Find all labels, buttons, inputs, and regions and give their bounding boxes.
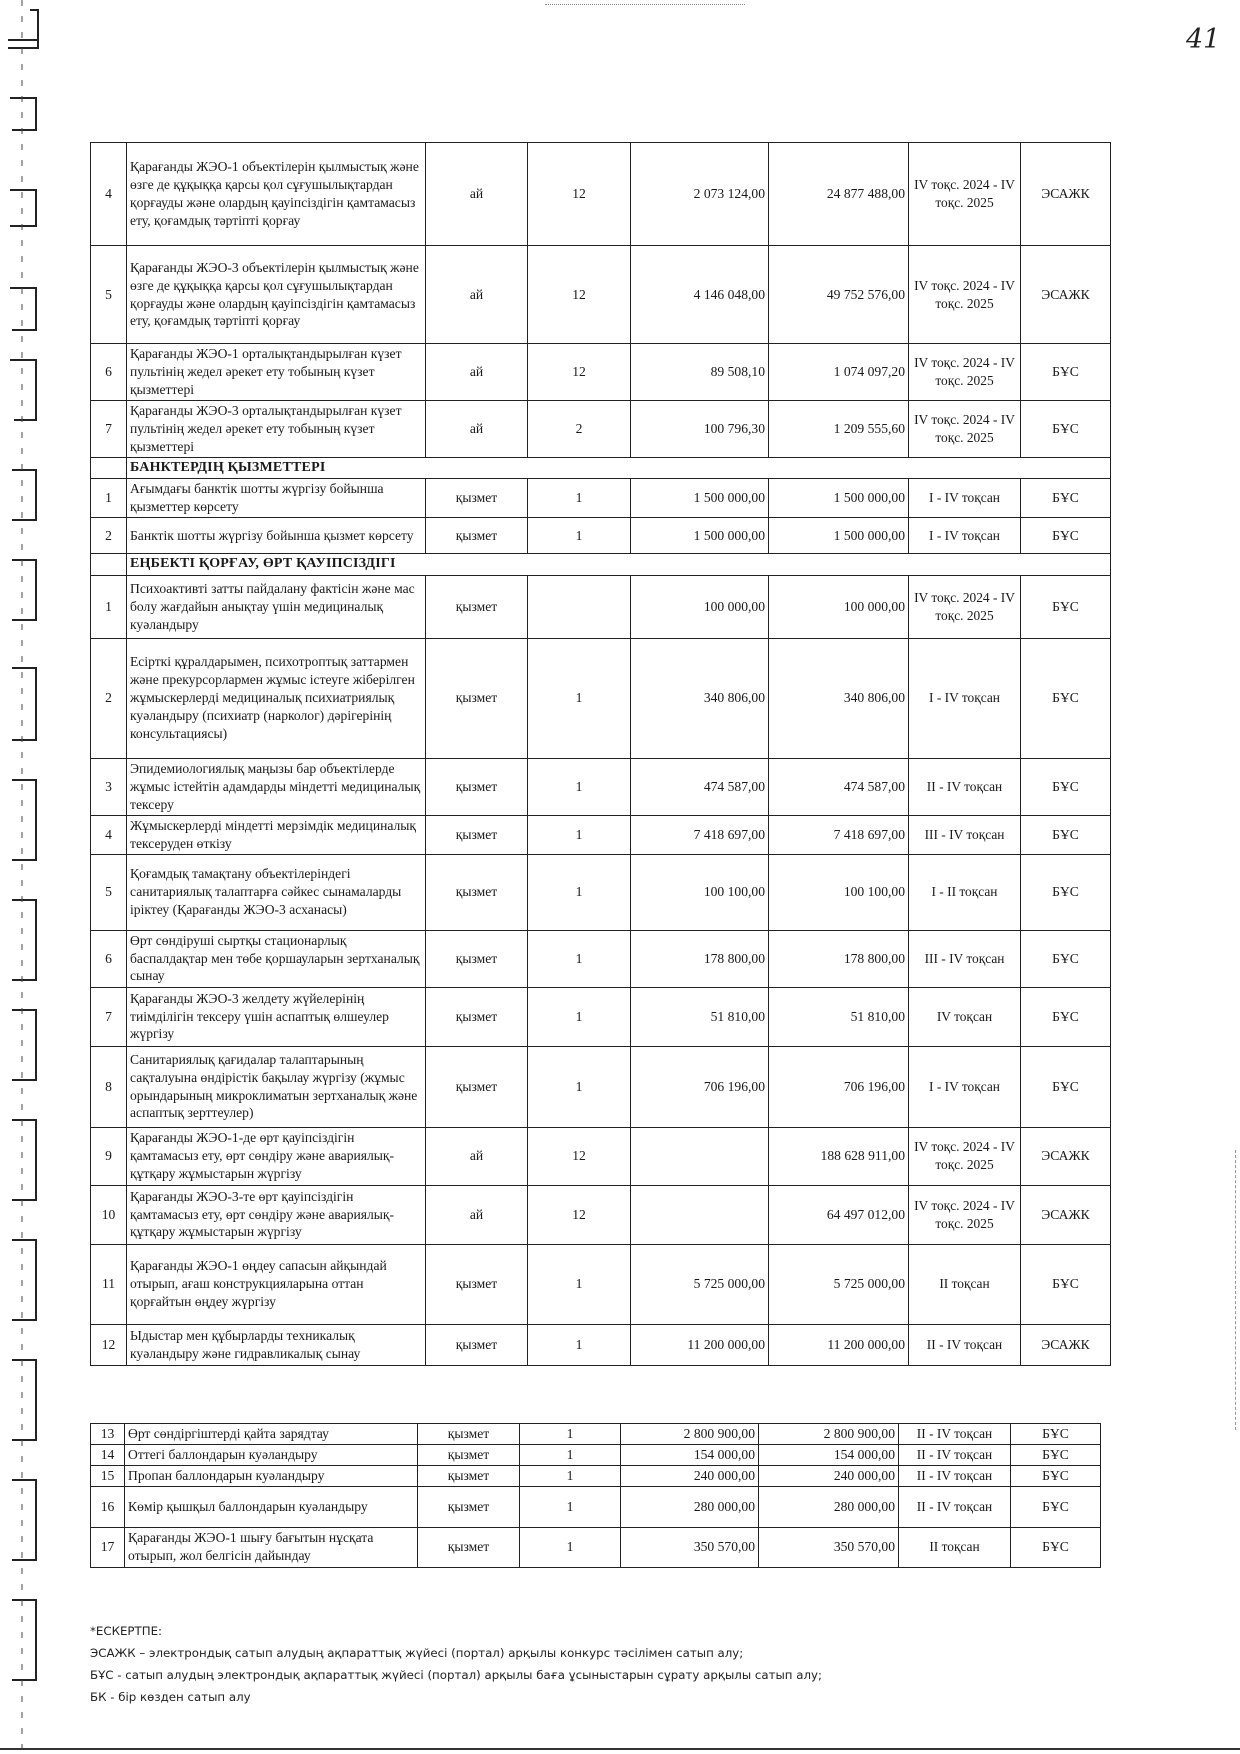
unit-price-cell [631, 1185, 769, 1244]
section-spacer-cell [91, 457, 127, 478]
row-number-cell: 4 [91, 143, 127, 246]
service-name-cell: Көмір қышқыл баллондарын куәландыру [125, 1486, 418, 1527]
procurement-method-cell: БҰС [1011, 1486, 1101, 1527]
row-number-cell: 10 [91, 1185, 127, 1244]
total-amount-cell: 340 806,00 [769, 638, 909, 758]
unit-price-cell: 340 806,00 [631, 638, 769, 758]
period-cell: II - IV тоқсан [899, 1465, 1011, 1486]
total-amount-cell: 100 000,00 [769, 575, 909, 638]
quantity-cell: 1 [528, 815, 631, 854]
unit-price-cell: 7 418 697,00 [631, 815, 769, 854]
table-row [91, 1127, 1111, 1185]
row-number-cell: 9 [91, 1127, 127, 1185]
quantity-cell: 12 [528, 1127, 631, 1185]
quantity-cell: 1 [528, 518, 631, 554]
period-cell: II - IV тоқсан [899, 1444, 1011, 1465]
procurement-method-cell: ЭСАЖК [1021, 246, 1111, 344]
service-name-cell: Өрт сөндіруші сыртқы стационарлық баспалдақтар мен төбе қоршауларын зертханалық сынау [127, 930, 426, 987]
table-row [91, 246, 1111, 344]
table-row [91, 143, 1111, 246]
service-name-cell: Ыдыстар мен құбырларды техникалық куәландыру және гидравликалық сынау [127, 1324, 426, 1365]
service-name-cell: Қарағанды ЖЭО-3 объектілерін қылмыстық және өзге де құқыққа қарсы қол сұғушылықтардан қорғауды және олардың қауіпсіздігін қамтамасыз ету, қоғамдық тәртіпті қорғау [127, 246, 426, 344]
period-cell: I - IV тоқсан [909, 518, 1021, 554]
unit-cell: қызмет [426, 638, 528, 758]
table-row [91, 1527, 1101, 1567]
total-amount-cell: 188 628 911,00 [769, 1127, 909, 1185]
procurement-method-cell: БҰС [1021, 344, 1111, 401]
unit-price-cell: 4 146 048,00 [631, 246, 769, 344]
unit-cell: қызмет [426, 479, 528, 518]
quantity-cell: 1 [528, 930, 631, 987]
unit-cell: қызмет [418, 1444, 520, 1465]
total-amount-cell: 100 100,00 [769, 854, 909, 930]
unit-cell: қызмет [426, 575, 528, 638]
procurement-method-cell: БҰС [1021, 638, 1111, 758]
total-amount-cell: 1 500 000,00 [769, 479, 909, 518]
unit-cell: ай [426, 400, 528, 457]
period-cell: II - IV тоқсан [899, 1486, 1011, 1527]
quantity-cell: 1 [520, 1527, 621, 1567]
unit-cell: қызмет [426, 758, 528, 815]
notes-line-bk: БК - бір көзден сатып алу [90, 1690, 251, 1704]
total-amount-cell: 64 497 012,00 [769, 1185, 909, 1244]
unit-price-cell: 89 508,10 [631, 344, 769, 401]
service-name-cell: Оттегі баллондарын куәландыру [125, 1444, 418, 1465]
unit-price-cell: 51 810,00 [631, 987, 769, 1046]
unit-cell: қызмет [426, 1244, 528, 1324]
unit-cell: ай [426, 344, 528, 401]
row-number-cell: 5 [91, 854, 127, 930]
unit-price-cell: 350 570,00 [621, 1527, 759, 1567]
period-cell: III - IV тоқсан [909, 815, 1021, 854]
service-name-cell: Қарағанды ЖЭО-1 орталықтандырылған күзет пультінің жедел әрекет ету тобының күзет қызметтері [127, 344, 426, 401]
table-row [91, 930, 1111, 987]
row-number-cell: 14 [91, 1444, 125, 1465]
total-amount-cell: 474 587,00 [769, 758, 909, 815]
period-cell: IV тоқс. 2024 - IV тоқс. 2025 [909, 246, 1021, 344]
unit-price-cell: 11 200 000,00 [631, 1324, 769, 1365]
row-number-cell: 3 [91, 758, 127, 815]
procurement-method-cell: ЭСАЖК [1021, 1185, 1111, 1244]
procurement-method-cell: БҰС [1021, 854, 1111, 930]
procurement-method-cell: ЭСАЖК [1021, 1324, 1111, 1365]
row-number-cell: 2 [91, 638, 127, 758]
bottom-border [0, 1748, 1240, 1750]
procurement-method-cell: БҰС [1021, 930, 1111, 987]
total-amount-cell: 2 800 900,00 [759, 1424, 899, 1445]
quantity-cell: 12 [528, 1185, 631, 1244]
table-row [91, 1324, 1111, 1365]
table-row [91, 758, 1111, 815]
row-number-cell: 13 [91, 1424, 125, 1445]
table-row [91, 1424, 1101, 1445]
row-number-cell: 1 [91, 479, 127, 518]
unit-price-cell: 706 196,00 [631, 1046, 769, 1127]
row-number-cell: 8 [91, 1046, 127, 1127]
procurement-method-cell: БҰС [1021, 518, 1111, 554]
period-cell: II тоқсан [899, 1527, 1011, 1567]
row-number-cell: 5 [91, 246, 127, 344]
row-number-cell: 12 [91, 1324, 127, 1365]
section-header-banks [91, 457, 1111, 478]
unit-cell: қызмет [418, 1424, 520, 1445]
unit-price-cell: 100 796,30 [631, 400, 769, 457]
period-cell: IV тоқс. 2024 - IV тоқс. 2025 [909, 344, 1021, 401]
service-name-cell: Эпидемиологиялық маңызы бар объектілерде жұмыс істейтін адамдарды міндетті медициналық тексеру [127, 758, 426, 815]
procurement-method-cell: БҰС [1021, 987, 1111, 1046]
total-amount-cell: 1 209 555,60 [769, 400, 909, 457]
service-name-cell: Қарағанды ЖЭО-3-те өрт қауіпсіздігін қамтамасыз ету, өрт сөндіру және авариялық-құтқару жұмыстарын жүргізу [127, 1185, 426, 1244]
quantity-cell: 12 [528, 246, 631, 344]
service-name-cell: Есірткі құралдарымен, психотроптық заттармен және прекурсорлармен жұмыс істеуге жіберілген жұмыскерлерді медициналық психиатриялық куәландыру (психиатр (нарколог) дәрігерінің консультациясы) [127, 638, 426, 758]
row-number-cell: 16 [91, 1486, 125, 1527]
total-amount-cell: 706 196,00 [769, 1046, 909, 1127]
unit-price-cell: 2 800 900,00 [621, 1424, 759, 1445]
unit-price-cell: 474 587,00 [631, 758, 769, 815]
service-name-cell: Қарағанды ЖЭО-1 өңдеу сапасын айқындай отырып, ағаш конструкцияларына оттан қорғайтын өңдеу жүргізу [127, 1244, 426, 1324]
table-row [91, 575, 1111, 638]
quantity-cell: 1 [528, 479, 631, 518]
period-cell: IV тоқс. 2024 - IV тоқс. 2025 [909, 400, 1021, 457]
procurement-table [90, 142, 1111, 1366]
table-row [91, 1486, 1101, 1527]
table-row [91, 638, 1111, 758]
notes-line-bus: БҰС - сатып алудың электрондық ақпараттық жүйесі (портал) арқылы баға ұсыныстарын сұрату арқылы сатып алу; [90, 1668, 822, 1682]
unit-cell: қызмет [426, 518, 528, 554]
table-row [91, 1185, 1111, 1244]
service-name-cell: Қарағанды ЖЭО-1 объектілерін қылмыстық және өзге де құқыққа қарсы қол сұғушылықтардан қорғауды және олардың қауіпсіздігін қамтамасыз ету, қоғамдық тәртіпті қорғау [127, 143, 426, 246]
procurement-method-cell: БҰС [1011, 1424, 1101, 1445]
procurement-method-cell: БҰС [1021, 758, 1111, 815]
table-row [91, 815, 1111, 854]
total-amount-cell: 1 500 000,00 [769, 518, 909, 554]
unit-cell: қызмет [426, 930, 528, 987]
section-header-safety [91, 554, 1111, 575]
period-cell: IV тоқс. 2024 - IV тоқс. 2025 [909, 1185, 1021, 1244]
service-name-cell: Пропан баллондарын куәландыру [125, 1465, 418, 1486]
notes-line-esazhk: ЭСАЖК – электрондық сатып алудың ақпараттық жүйесі (портал) арқылы конкурс тәсілімен сатып алу; [90, 1646, 744, 1660]
period-cell: IV тоқс. 2024 - IV тоқс. 2025 [909, 143, 1021, 246]
unit-cell: ай [426, 1127, 528, 1185]
procurement-table-continued [90, 1423, 1101, 1568]
quantity-cell: 1 [528, 1244, 631, 1324]
unit-price-cell: 100 100,00 [631, 854, 769, 930]
period-cell: II - IV тоқсан [899, 1424, 1011, 1445]
period-cell: I - IV тоқсан [909, 638, 1021, 758]
service-name-cell: Өрт сөндіргіштерді қайта зарядтау [125, 1424, 418, 1445]
service-name-cell: Психоактивті затты пайдалану фактісін және мас болу жағдайын анықтау үшін медициналық куәландыру [127, 575, 426, 638]
total-amount-cell: 11 200 000,00 [769, 1324, 909, 1365]
table-row [91, 400, 1111, 457]
quantity-cell [528, 575, 631, 638]
unit-cell: қызмет [426, 854, 528, 930]
procurement-method-cell: БҰС [1011, 1444, 1101, 1465]
row-number-cell: 17 [91, 1527, 125, 1567]
row-number-cell: 4 [91, 815, 127, 854]
notes-block [90, 1620, 822, 1708]
unit-cell: қызмет [418, 1465, 520, 1486]
period-cell: I - IV тоқсан [909, 479, 1021, 518]
service-name-cell: Ағымдағы банктік шотты жүргізу бойынша қызметтер көрсету [127, 479, 426, 518]
notes-title: *ЕСКЕРТПЕ: [90, 1624, 163, 1638]
period-cell: II - IV тоқсан [909, 1324, 1021, 1365]
procurement-method-cell: БҰС [1021, 1046, 1111, 1127]
unit-cell: қызмет [426, 1046, 528, 1127]
quantity-cell: 1 [520, 1424, 621, 1445]
total-amount-cell: 7 418 697,00 [769, 815, 909, 854]
unit-price-cell: 2 073 124,00 [631, 143, 769, 246]
page-number: 41 [1186, 24, 1221, 55]
service-name-cell: Қарағанды ЖЭО-1-де өрт қауіпсіздігін қамтамасыз ету, өрт сөндіру және авариялық-құтқару жұмыстарын жүргізу [127, 1127, 426, 1185]
period-cell: II - IV тоқсан [909, 758, 1021, 815]
unit-cell: ай [426, 1185, 528, 1244]
unit-price-cell: 1 500 000,00 [631, 479, 769, 518]
section-title: ЕҢБЕКТІ ҚОРҒАУ, ӨРТ ҚАУІПСІЗДІГІ [127, 554, 1111, 575]
scan-edge-line [1235, 1150, 1236, 1430]
table-row [91, 987, 1111, 1046]
period-cell: II тоқсан [909, 1244, 1021, 1324]
quantity-cell: 1 [520, 1486, 621, 1527]
quantity-cell: 1 [520, 1444, 621, 1465]
unit-cell: ай [426, 143, 528, 246]
unit-cell: қызмет [426, 1324, 528, 1365]
service-name-cell: Қоғамдық тамақтану объектілеріндегі санитариялық талаптарға сәйкес сынамаларды іріктеу (Қарағанды ЖЭО-3 асханасы) [127, 854, 426, 930]
procurement-method-cell: БҰС [1021, 575, 1111, 638]
unit-cell: қызмет [418, 1527, 520, 1567]
quantity-cell: 1 [528, 854, 631, 930]
binding-margin [0, 0, 48, 1754]
service-name-cell: Қарағанды ЖЭО-1 шығу бағытын нұсқата отырып, жол белгісін дайындау [125, 1527, 418, 1567]
period-cell: IV тоқсан [909, 987, 1021, 1046]
unit-cell: қызмет [426, 987, 528, 1046]
quantity-cell: 12 [528, 143, 631, 246]
total-amount-cell: 240 000,00 [759, 1465, 899, 1486]
total-amount-cell: 1 074 097,20 [769, 344, 909, 401]
unit-price-cell: 154 000,00 [621, 1444, 759, 1465]
quantity-cell: 1 [528, 1324, 631, 1365]
unit-cell: ай [426, 246, 528, 344]
row-number-cell: 11 [91, 1244, 127, 1324]
service-name-cell: Жұмыскерлерді міндетті мерзімдік медициналық тексеруден өткізу [127, 815, 426, 854]
total-amount-cell: 49 752 576,00 [769, 246, 909, 344]
unit-cell: қызмет [426, 815, 528, 854]
procurement-method-cell: БҰС [1021, 400, 1111, 457]
row-number-cell: 7 [91, 987, 127, 1046]
row-number-cell: 6 [91, 930, 127, 987]
period-cell: III - IV тоқсан [909, 930, 1021, 987]
total-amount-cell: 5 725 000,00 [769, 1244, 909, 1324]
total-amount-cell: 178 800,00 [769, 930, 909, 987]
row-number-cell: 6 [91, 344, 127, 401]
quantity-cell: 1 [528, 638, 631, 758]
procurement-method-cell: БҰС [1011, 1527, 1101, 1567]
section-spacer-cell [91, 554, 127, 575]
unit-price-cell: 100 000,00 [631, 575, 769, 638]
service-name-cell: Банктік шотты жүргізу бойынша қызмет көрсету [127, 518, 426, 554]
quantity-cell: 1 [528, 758, 631, 815]
unit-price-cell: 178 800,00 [631, 930, 769, 987]
service-name-cell: Санитариялық қағидалар талаптарының сақталуына өндірістік бақылау жүргізу (жұмыс орындарының микроклиматын зертханалық және аспаптық зерттеулер) [127, 1046, 426, 1127]
quantity-cell: 2 [528, 400, 631, 457]
table-row [91, 1444, 1101, 1465]
quantity-cell: 1 [528, 987, 631, 1046]
period-cell: IV тоқс. 2024 - IV тоқс. 2025 [909, 1127, 1021, 1185]
unit-price-cell: 5 725 000,00 [631, 1244, 769, 1324]
row-number-cell: 1 [91, 575, 127, 638]
period-cell: I - II тоқсан [909, 854, 1021, 930]
total-amount-cell: 350 570,00 [759, 1527, 899, 1567]
unit-price-cell: 1 500 000,00 [631, 518, 769, 554]
total-amount-cell: 154 000,00 [759, 1444, 899, 1465]
table-row [91, 1244, 1111, 1324]
table-row [91, 518, 1111, 554]
table-row [91, 479, 1111, 518]
table-row [91, 344, 1111, 401]
procurement-method-cell: ЭСАЖК [1021, 143, 1111, 246]
total-amount-cell: 280 000,00 [759, 1486, 899, 1527]
unit-cell: қызмет [418, 1486, 520, 1527]
scan-artifact-line [545, 4, 745, 5]
quantity-cell: 1 [528, 1046, 631, 1127]
procurement-method-cell: БҰС [1021, 1244, 1111, 1324]
table-row [91, 1465, 1101, 1486]
unit-price-cell: 280 000,00 [621, 1486, 759, 1527]
unit-price-cell: 240 000,00 [621, 1465, 759, 1486]
row-number-cell: 2 [91, 518, 127, 554]
total-amount-cell: 24 877 488,00 [769, 143, 909, 246]
service-name-cell: Қарағанды ЖЭО-3 желдету жүйелерінің тиімділігін тексеру үшін аспаптық өлшеулер жүргізу [127, 987, 426, 1046]
total-amount-cell: 51 810,00 [769, 987, 909, 1046]
period-cell: I - IV тоқсан [909, 1046, 1021, 1127]
row-number-cell: 15 [91, 1465, 125, 1486]
service-name-cell: Қарағанды ЖЭО-3 орталықтандырылған күзет пультінің жедел әрекет ету тобының күзет қызметтері [127, 400, 426, 457]
table-row [91, 854, 1111, 930]
quantity-cell: 1 [520, 1465, 621, 1486]
procurement-method-cell: БҰС [1021, 479, 1111, 518]
table-row [91, 1046, 1111, 1127]
row-number-cell: 7 [91, 400, 127, 457]
procurement-method-cell: БҰС [1021, 815, 1111, 854]
procurement-method-cell: ЭСАЖК [1021, 1127, 1111, 1185]
procurement-method-cell: БҰС [1011, 1465, 1101, 1486]
period-cell: IV тоқс. 2024 - IV тоқс. 2025 [909, 575, 1021, 638]
unit-price-cell [631, 1127, 769, 1185]
quantity-cell: 12 [528, 344, 631, 401]
section-title: БАНКТЕРДІҢ ҚЫЗМЕТТЕРІ [127, 457, 1111, 478]
